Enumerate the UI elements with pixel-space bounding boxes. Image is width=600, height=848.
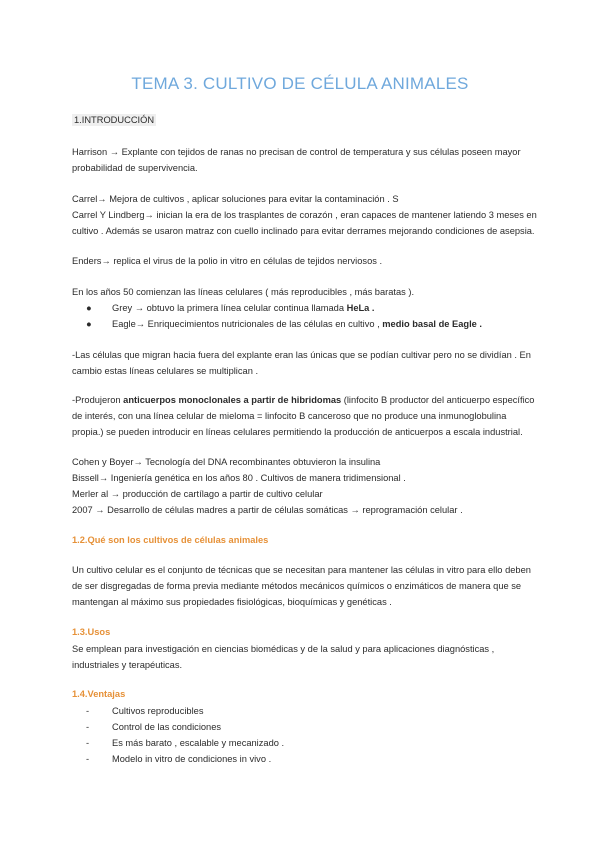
anticuerpos-post: (linfocito B productor del anticuerpo específico bbox=[341, 395, 535, 405]
bullet-grey bbox=[86, 301, 375, 317]
paragraph-harrison-line2: probabilidad de supervivencia. bbox=[72, 163, 198, 173]
paragraph-que-son-line2: de ser disgregadas de forma previa mediante métodos mecánicos químicos o enzimáticos de manera que se bbox=[72, 581, 522, 591]
paragraph-carrel-line3: cultivo . Además se usaron matraz con cuello inclinado para evitar derrames mejorando condiciones de asepsia. bbox=[72, 226, 535, 236]
paragraph-que-son-line3: mantengan al máximo sus propiedades fisiológicas, bioquímicas y genéticas . bbox=[72, 597, 392, 607]
list-item-ventaja bbox=[86, 720, 221, 736]
paragraph-anticuerpos-line1 bbox=[72, 393, 535, 409]
paragraph-enders: Enders→ replica el virus de la polio in vitro en células de tejidos nerviosos . bbox=[72, 256, 383, 266]
list-item-ventaja bbox=[86, 752, 271, 768]
paragraph-que-son-line1: Un cultivo celular es el conjunto de técnicas que se necesitan para mantener las células in vitro para ello deben bbox=[72, 565, 531, 575]
paragraph-history-line2: Bissell→ Ingeniería genética en los años 80 . Cultivos de manera tridimensional . bbox=[72, 473, 406, 483]
paragraph-carrel-line2: Carrel Y Lindberg→ inician la era de los trasplantes de corazón , eran capaces de mantener latiendo 3 meses en bbox=[72, 210, 537, 220]
paragraph-migran-line2: cambio estas líneas celulares se multiplican . bbox=[72, 366, 259, 376]
list-item-ventaja bbox=[86, 704, 203, 720]
paragraph-history-line1: Cohen y Boyer→ Tecnología del DNA recombinantes obtuvieron la insulina bbox=[72, 457, 381, 467]
bullet-marker: ● bbox=[86, 303, 92, 313]
paragraph-usos-line1: Se emplean para investigación en ciencias biomédicas y de la salud y para aplicaciones diagnósticas , bbox=[72, 644, 495, 654]
section-heading-que-son: 1.2.Qué son los cultivos de células animales bbox=[72, 535, 269, 545]
ventaja-text: Control de las condiciones bbox=[112, 722, 222, 732]
section-heading-introduccion: 1.INTRODUCCIÓN bbox=[74, 115, 155, 125]
paragraph-anticuerpos-line3: propia.) se pueden introducir en líneas celulares permitiendo la producción de anticuerpos a escala industrial. bbox=[72, 427, 523, 437]
bullet-grey-text: Grey → obtuvo la primera línea celular continua llamada bbox=[112, 303, 347, 313]
dash-marker: - bbox=[86, 738, 90, 748]
anticuerpos-pre: -Produjeron bbox=[72, 395, 124, 405]
bullet-eagle bbox=[86, 317, 482, 333]
list-item-ventaja bbox=[86, 736, 284, 752]
paragraph-migran-line1: -Las células que migran hacia fuera del explante eran las únicas que se podían cultivar pero no se dividían . En bbox=[72, 350, 531, 360]
ventaja-text: Modelo in vitro de condiciones in vivo . bbox=[112, 754, 272, 764]
paragraph-50s-line1: En los años 50 comienzan las líneas celulares ( más reproducibles , más baratas ). bbox=[72, 287, 415, 297]
section-heading-ventajas: 1.4.Ventajas bbox=[72, 689, 126, 699]
paragraph-history-line3: Merler al → producción de cartílago a partir de cultivo celular bbox=[72, 489, 323, 499]
bullet-eagle-text: Eagle→ Enriquecimientos nutricionales de las células en cultivo , bbox=[112, 319, 383, 329]
ventaja-text: Cultivos reproducibles bbox=[112, 706, 204, 716]
bullet-marker: ● bbox=[86, 319, 92, 329]
section-heading-usos: 1.3.Usos bbox=[72, 627, 111, 637]
bullet-eagle-bold: medio basal de Eagle . bbox=[382, 319, 483, 329]
page-title: TEMA 3. CULTIVO DE CÉLULA ANIMALES bbox=[131, 74, 469, 93]
dash-marker: - bbox=[86, 722, 90, 732]
dash-marker: - bbox=[86, 706, 90, 716]
paragraph-anticuerpos-line2: de interés, con una línea celular de mieloma = linfocito B canceroso que no produce una inmunoglobulina bbox=[72, 411, 507, 421]
paragraph-usos-line2: industriales y terapéuticas. bbox=[72, 660, 183, 670]
bullet-grey-bold: HeLa . bbox=[346, 303, 375, 313]
paragraph-carrel-line1: Carrel→ Mejora de cultivos , aplicar soluciones para evitar la contaminación . S bbox=[72, 194, 399, 204]
anticuerpos-bold: anticuerpos monoclonales a partir de hibridomas bbox=[123, 395, 342, 405]
ventaja-text: Es más barato , escalable y mecanizado . bbox=[112, 738, 285, 748]
dash-marker: - bbox=[86, 754, 90, 764]
paragraph-history-line4: 2007 → Desarrollo de células madres a partir de células somáticas → reprogramación celular . bbox=[72, 505, 463, 515]
paragraph-harrison-line1: Harrison → Explante con tejidos de ranas no precisan de control de temperatura y sus células poseen mayor bbox=[72, 147, 521, 157]
